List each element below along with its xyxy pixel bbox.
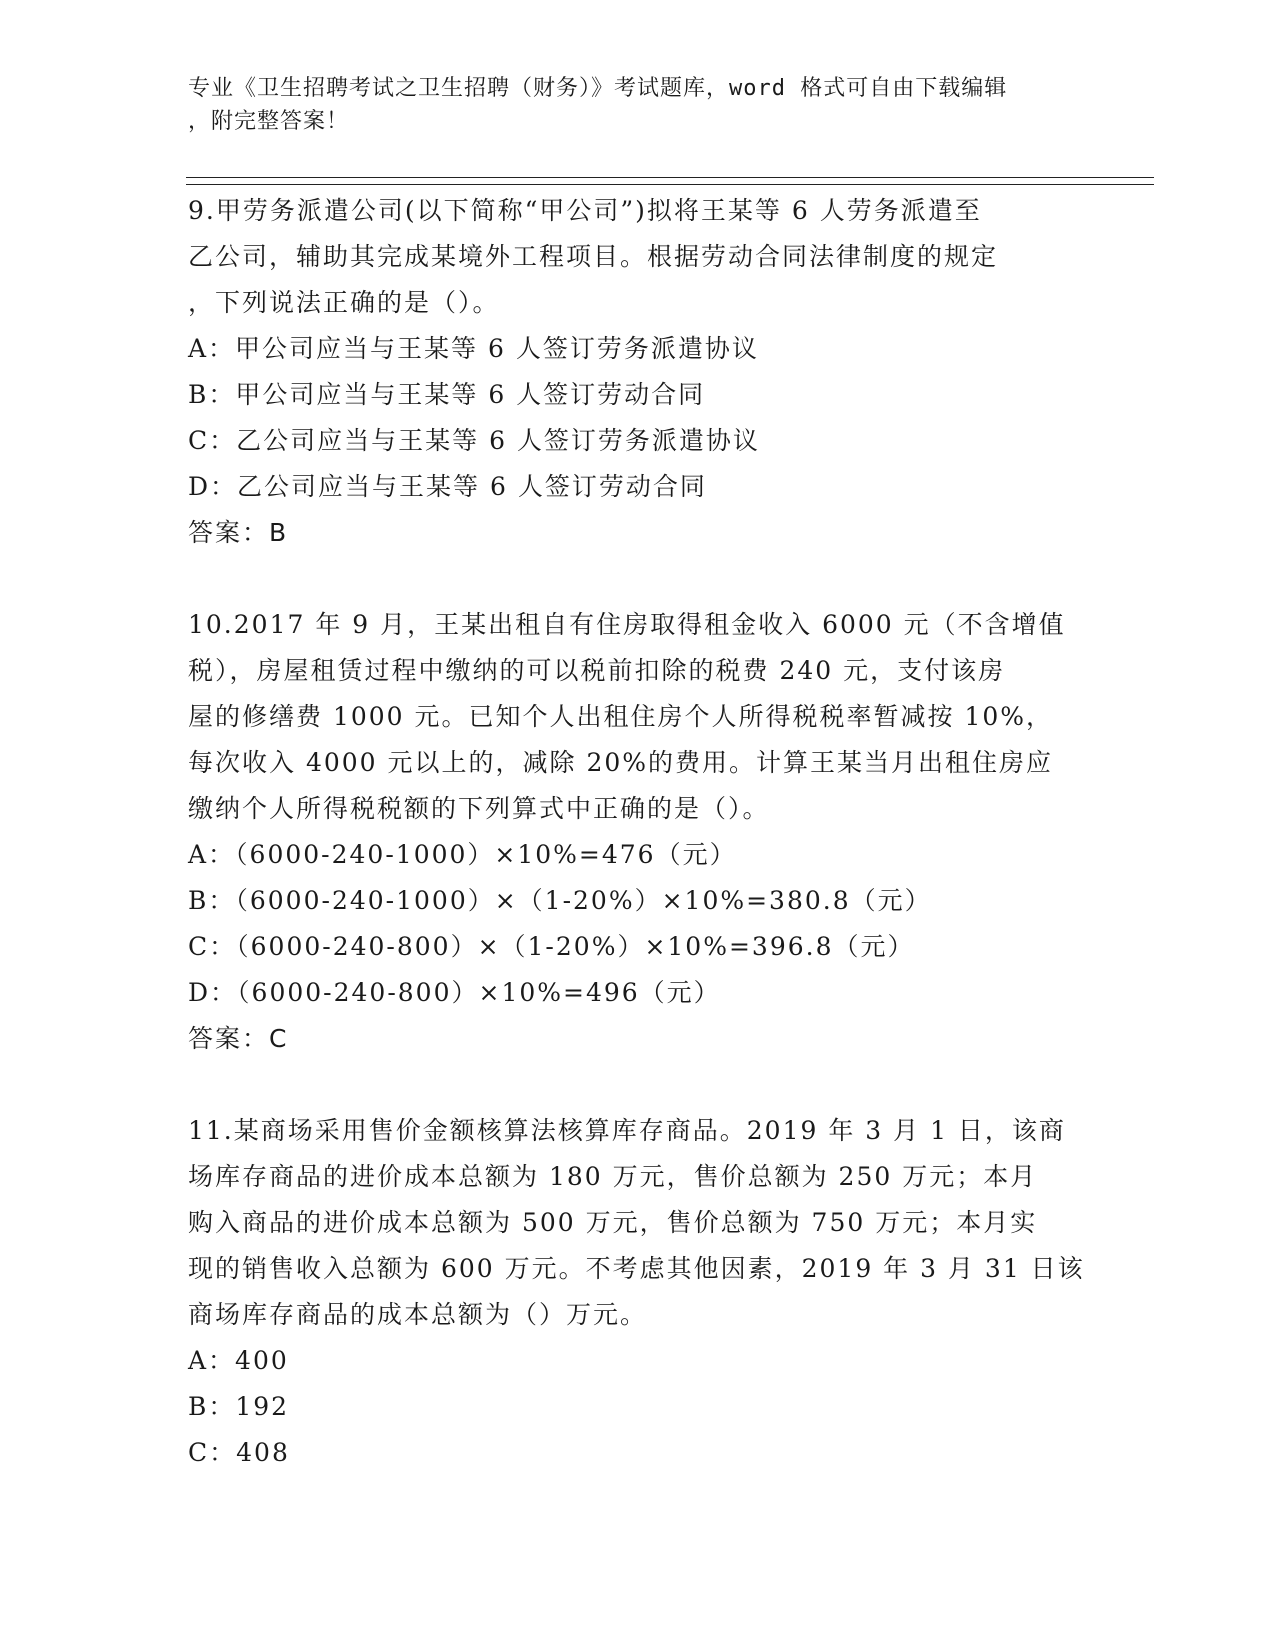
answer-label: 答案：B <box>188 518 289 547</box>
question-stem-line: 缴纳个人所得税税额的下列算式中正确的是（）。 <box>188 794 770 823</box>
question-stem-line: 购入商品的进价成本总额为 500 万元，售价总额为 750 万元；本月实 <box>188 1208 1038 1237</box>
question-list <box>188 188 1088 1476</box>
answer-label: 答案：C <box>188 1024 289 1053</box>
document-header <box>188 72 1078 138</box>
header-line: 专业《卫生招聘考试之卫生招聘（财务）》考试题库，word 格式可自由下载编辑 <box>188 76 1008 101</box>
question-stem-line: 11.某商场采用售价金额核算法核算库存商品。2019 年 3 月 1 日，该商 <box>188 1116 1066 1145</box>
option-d: D：（6000-240-800）×10%=496（元） <box>188 978 721 1007</box>
option-b: B：（6000-240-1000）×（1-20%）×10%=380.8（元） <box>188 886 932 915</box>
header-line: ，附完整答案！ <box>188 109 350 134</box>
option-c: C：（6000-240-800）×（1-20%）×10%=396.8（元） <box>188 932 915 961</box>
question-stem-line: 乙公司，辅助其完成某境外工程项目。根据劳动合同法律制度的规定 <box>188 242 999 271</box>
question-stem-line: 商场库存商品的成本总额为（）万元。 <box>188 1300 648 1329</box>
question-stem-line: 现的销售收入总额为 600 万元。不考虑其他因素，2019 年 3 月 31 日该 <box>188 1254 1085 1283</box>
option-c: C：408 <box>188 1438 290 1467</box>
option-a: A：（6000-240-1000）×10%=476（元） <box>188 840 737 869</box>
question-stem-line: 场库存商品的进价成本总额为 180 万元，售价总额为 250 万元；本月 <box>188 1162 1038 1191</box>
question-9 <box>188 188 1088 556</box>
option-b: B：甲公司应当与王某等 6 人签订劳动合同 <box>188 380 706 409</box>
option-c: C：乙公司应当与王某等 6 人签订劳务派遣协议 <box>188 426 760 455</box>
question-10 <box>188 602 1088 1062</box>
question-spacer <box>188 1062 1088 1108</box>
option-a: A：400 <box>188 1346 289 1375</box>
question-stem-line: 屋的修缮费 1000 元。已知个人出租住房个人所得税税率暂减按 10%， <box>188 702 1054 731</box>
option-b: B：192 <box>188 1392 290 1421</box>
question-stem-line: 每次收入 4000 元以上的，减除 20%的费用。计算王某当月出租住房应 <box>188 748 1054 777</box>
question-stem-line: 税），房屋租赁过程中缴纳的可以税前扣除的税费 240 元，支付该房 <box>188 656 1006 685</box>
question-stem-line: 10.2017 年 9 月，王某出租自有住房取得租金收入 6000 元（不含增值 <box>188 610 1066 639</box>
question-11 <box>188 1108 1088 1476</box>
header-divider-bottom <box>186 184 1154 185</box>
header-divider-top <box>186 177 1154 178</box>
question-spacer <box>188 556 1088 602</box>
option-a: A：甲公司应当与王某等 6 人签订劳务派遣协议 <box>188 334 759 363</box>
question-stem-line: ，下列说法正确的是（）。 <box>188 288 500 317</box>
question-stem-line: 9.甲劳务派遣公司(以下简称“甲公司”)拟将王某等 6 人劳务派遣至 <box>188 196 982 225</box>
option-d: D：乙公司应当与王某等 6 人签订劳动合同 <box>188 472 707 501</box>
